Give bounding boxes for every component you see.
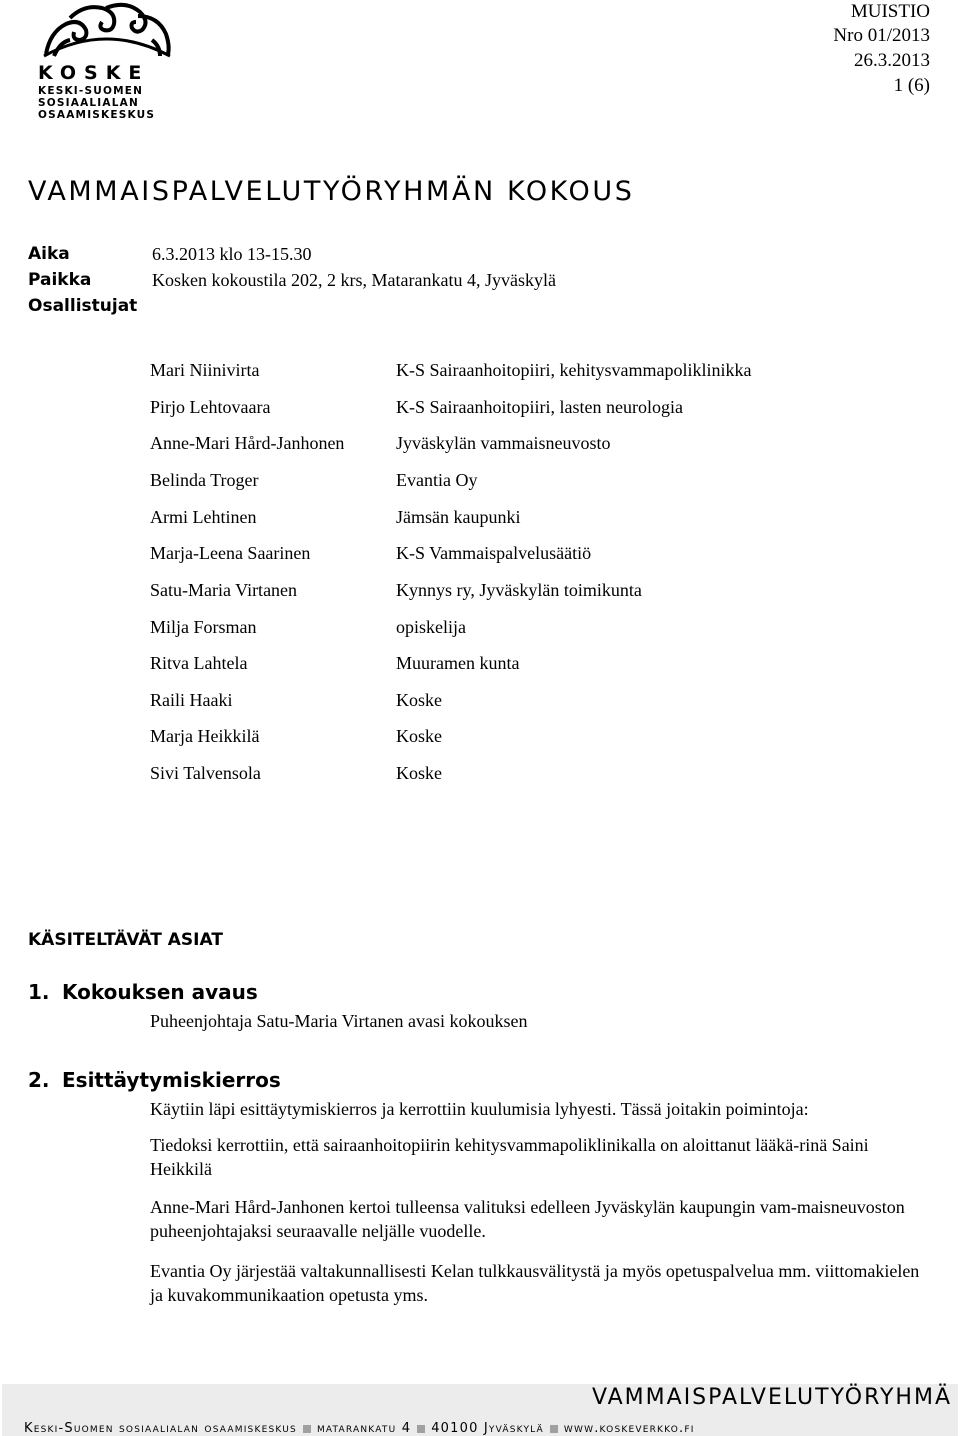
participant-name: Anne-Mari Hård-Janhonen (150, 433, 345, 453)
participant-name: Satu-Maria Virtanen (150, 580, 298, 600)
participant-org: Evantia Oy (396, 470, 478, 490)
agenda-item-label: Esittäytymiskierros (62, 1068, 281, 1092)
koske-logo (38, 2, 178, 120)
agenda-paragraph: Käytiin läpi esittäytymiskierros ja kerrottiin kuulumisia lyhyesti. Tässä joitakin poimintoja: (150, 1099, 809, 1119)
paikka-value: Kosken kokoustila 202, 2 krs, Matarankatu 4, Jyväskylä (152, 270, 556, 290)
agenda-item-number: 1. (28, 980, 50, 1004)
footer-address: matarankatu 4 (316, 1421, 412, 1436)
participant-name: Pirjo Lehtovaara (150, 397, 271, 417)
aika-label: Aika (28, 244, 70, 264)
participant-name: Raili Haaki (150, 690, 233, 710)
participant-name: Milja Forsman (150, 617, 257, 637)
participant-name: Armi Lehtinen (150, 507, 257, 527)
logo-wordmark: KOSKE (38, 62, 150, 84)
logo-line-2: SOSIAALIALAN (38, 97, 139, 109)
participant-org: opiskelija (396, 617, 466, 637)
participant-org: K-S Sairaanhoitopiiri, lasten neurologia (396, 397, 683, 417)
paikka-label: Paikka (28, 270, 92, 290)
agenda-item-label: Kokouksen avaus (62, 980, 258, 1004)
footer-city: 40100 Jyväskylä (431, 1421, 544, 1436)
logo-line-1: KESKI-SUOMEN (38, 85, 144, 97)
footer-org: Keski-Suomen sosiaalialan osaamiskeskus (24, 1421, 297, 1436)
logo-line-3: OSAAMISKESKUS (38, 109, 156, 121)
participant-org: Koske (396, 726, 442, 746)
participant-org: K-S Vammaispalvelusäätiö (396, 543, 592, 563)
participant-org: Jämsän kaupunki (396, 507, 521, 527)
separator-square-icon (303, 1425, 311, 1433)
participant-org: Jyväskylän vammaisneuvosto (396, 433, 611, 453)
participant-name: Marja Heikkilä (150, 726, 260, 746)
doc-type: MUISTIO (850, 1, 930, 22)
page-number: 1 (6) (893, 75, 930, 96)
footer-title: VAMMAISPALVELUTYÖRYHMÄ (591, 1385, 952, 1410)
participant-org: Koske (396, 763, 442, 783)
logo-swirl-icon (40, 2, 174, 58)
aika-value: 6.3.2013 klo 13-15.30 (152, 244, 312, 264)
participant-name: Marja-Leena Saarinen (150, 543, 311, 563)
agenda-item-title (28, 980, 258, 1004)
participant-name: Sivi Talvensola (150, 763, 261, 783)
agenda-item-title (28, 1068, 281, 1092)
participant-org: Muuramen kunta (396, 653, 520, 673)
footer-contact-line (24, 1421, 954, 1436)
participant-name: Ritva Lahtela (150, 653, 248, 673)
separator-square-icon (417, 1425, 425, 1433)
participant-org: Kynnys ry, Jyväskylän toimikunta (396, 580, 642, 600)
section-heading: KÄSITELTÄVÄT ASIAT (28, 930, 223, 950)
separator-square-icon (550, 1425, 558, 1433)
participant-name: Mari Niinivirta (150, 360, 260, 380)
agenda-paragraph: Anne-Mari Hård-Janhonen kertoi tulleensa valituksi edelleen Jyväskylän kaupungin vam-maisneuvoston puheenjohtajaksi seuraavalle neljälle vuodelle. (150, 1197, 905, 1241)
page-title: VAMMAISPALVELUTYÖRYHMÄN KOKOUS (28, 176, 635, 207)
participant-org: K-S Sairaanhoitopiiri, kehitysvammapoliklinikka (396, 360, 752, 380)
osallistujat-label: Osallistujat (28, 296, 138, 316)
footer-web-link[interactable]: www.koskeverkko.fi (563, 1421, 695, 1436)
agenda-paragraph: Tiedoksi kerrottiin, että sairaanhoitopiirin kehitysvammapoliklinikalla on aloittanut lääkä-rinä Saini Heikkilä (150, 1135, 869, 1179)
agenda-paragraph: Puheenjohtaja Satu-Maria Virtanen avasi kokouksen (150, 1011, 528, 1031)
doc-number: Nro 01/2013 (833, 25, 930, 46)
doc-date: 26.3.2013 (854, 50, 930, 71)
agenda-item-number: 2. (28, 1068, 50, 1092)
participant-org: Koske (396, 690, 442, 710)
participant-name: Belinda Troger (150, 470, 259, 490)
agenda-paragraph: Evantia Oy järjestää valtakunnallisesti Kelan tulkkausvälitystä ja myös opetuspalvelua mm. viittomakielen ja kuvakommunikaation opetusta yms. (150, 1261, 920, 1305)
